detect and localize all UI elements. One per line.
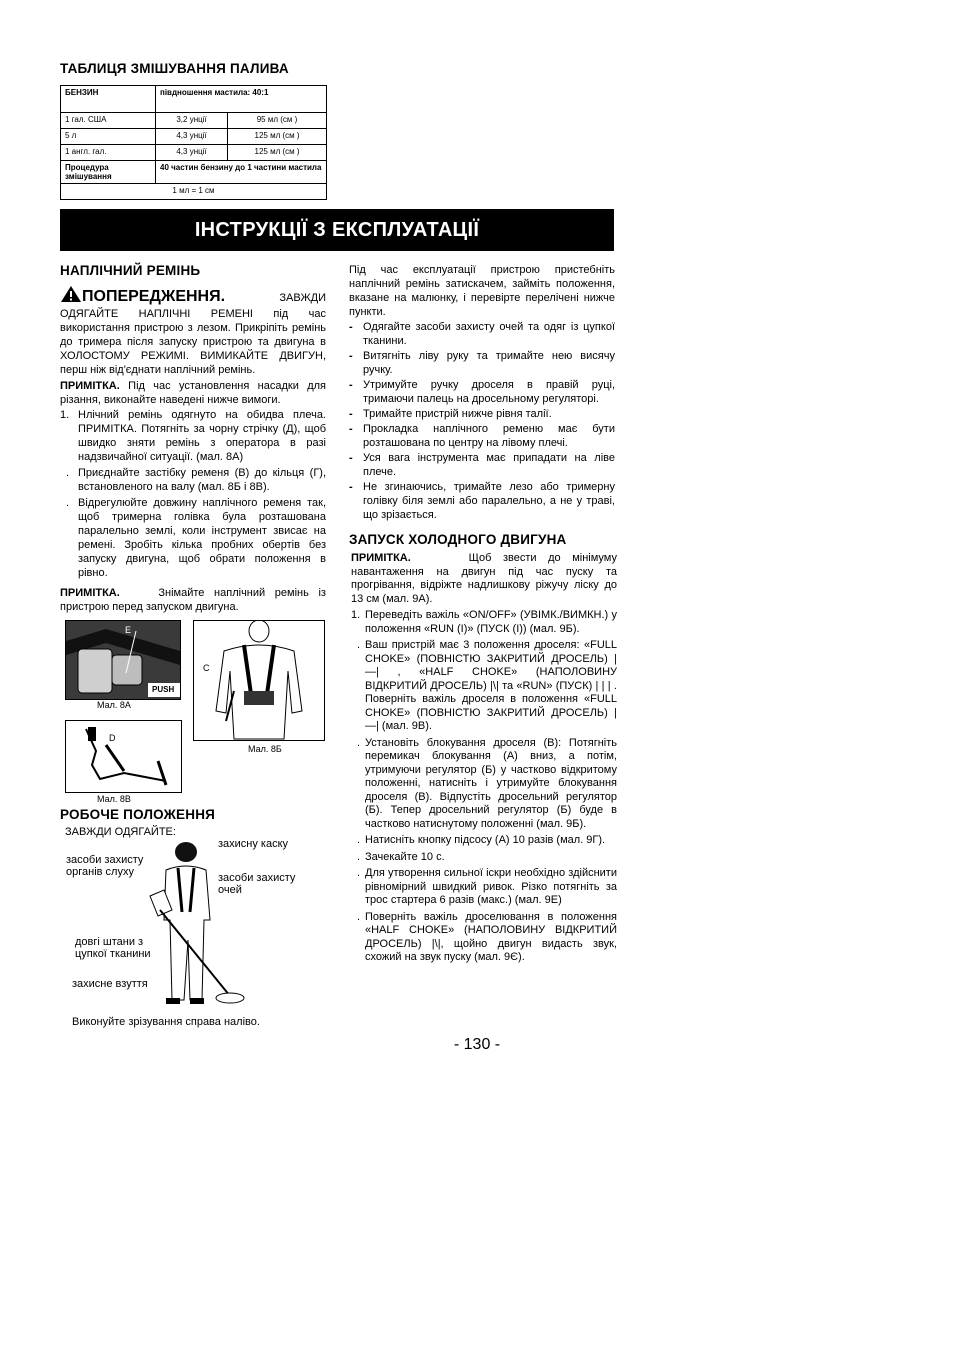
work-position-subtitle: ЗАВЖДИ ОДЯГАЙТЕ: (65, 826, 176, 838)
list-item: - Тримайте пристрій нижче рівня талії. (349, 407, 615, 421)
fig8b-label-c: C (203, 663, 210, 673)
harness-title: НАПЛІЧНИЙ РЕМІНЬ (60, 263, 201, 278)
list-item: . Відрегулюйте довжину наплічного ременя так, щоб тримерна голівка була розташована паралельно землі, коли інструмент звисає на ремені. Зробіть кілька пробних обертів без запуску двигуна, щоб обрати положення в рівно. (66, 497, 326, 579)
fig8b-caption: Мал. 8Б (248, 744, 282, 754)
note-text: Щоб звести до мінімуму навантаження на двигун під час пуску та прогрівання, відріжте надлишкову ріжучу ліску до 13 см (мал. 9А). (351, 552, 617, 605)
cold-start-title: ЗАПУСК ХОЛОДНОГО ДВИГУНА (349, 532, 567, 547)
warning-block (60, 285, 326, 377)
page-number: - 130 - (453, 1036, 501, 1053)
label-helmet: захисну каску (218, 838, 289, 850)
fig8v-label-d: D (109, 733, 116, 743)
figure-8v (65, 720, 182, 793)
table-header-ratio: півдношення мастила: 40:1 (156, 86, 327, 113)
list-item: - Не згинаючись, тримайте лезо або тримерну голівку біля землі або паралельно, а не у траві, що зрізається. (349, 480, 615, 522)
note-remove (60, 586, 326, 614)
list-item: . Для утворення сильної іскри необхідно здійснити рівномірний швидкий ривок. Різко потягніть за трос стартера 6 разів (макс.) (мал. 9Е) (357, 867, 617, 906)
operator-harness-illustration (194, 621, 324, 740)
note-label: ПРИМІТКА. (60, 380, 120, 392)
list-item: - Одягайте засоби захисту очей та одяг із цупкої тканини. (349, 320, 615, 348)
table-proc-label: Процедура змішування (61, 161, 156, 184)
table-row (61, 145, 327, 161)
work-position-title: РОБОЧЕ ПОЛОЖЕННЯ (60, 807, 216, 822)
table-cell: 125 мл (см ) (228, 129, 327, 145)
shaft-ring-illustration (66, 721, 181, 792)
label-ear-protection: засоби захисту органів слуху (66, 854, 144, 878)
table-cell: 1 гал. США (61, 113, 156, 129)
table-proc-value: 40 частин бензину до 1 частини мастила (156, 161, 327, 184)
list-item: - Утримуйте ручку дроселя в правій руці, тримаючи палець на дросельному регуляторі. (349, 378, 615, 406)
list-item: - Прокладка наплічного ременю має бути розташована по центру на лівому плечі. (349, 422, 615, 450)
table-cell: 4,3 унції (156, 129, 228, 145)
table-cell: 3,2 унції (156, 113, 228, 129)
harness-steps (60, 408, 326, 580)
table-cell: 1 англ. гал. (61, 145, 156, 161)
fig8a-label-e: E (125, 625, 132, 635)
list-item: . Зачекайте 10 с. (357, 850, 445, 863)
warning-icon (60, 285, 82, 307)
table-row (61, 129, 327, 145)
label-eye-protection: засоби захисту очей (218, 872, 296, 896)
table-cell: 5 л (61, 129, 156, 145)
cold-start-note (351, 552, 617, 606)
list-item: . Установіть блокування дроселя (В): Потягніть перемикач блокування (А) вниз, а потім, утримуючи регулятор (Б) у частково відкритому положенні, натисніть і утримуйте блокування дроселя (В). Відпустіть дросельний регулятор (Б). Тепер дросельний регулятор (Б) буде в частково натиснутому положенні (мал. 9Б). (357, 736, 617, 830)
fig8a-caption: Мал. 8А (97, 700, 131, 710)
harness-checklist (349, 320, 615, 522)
list-item: 1. Нлічний ремінь одягнуто на обидва плеча. ПРИМІТКА. Потягніть за чорну стрічку (Д), щоб швидко зняти ремінь з оператора в разі надзвичайної ситуації. (мал. 8А) (60, 409, 326, 463)
fuel-mix-table (60, 85, 327, 200)
list-item: . Натисніть кнопку підсосу (А) 10 разів (мал. 9Г). (357, 834, 606, 846)
note-text: Знімайте наплічний ремінь із пристрою перед запуском двигуна. (60, 587, 326, 613)
list-item: - Уся вага інструмента має припадати на ліве плече. (349, 451, 615, 479)
table-header-petrol: БЕНЗИН (61, 86, 156, 113)
table-row (61, 113, 327, 129)
table-cell: 95 мл (см ) (228, 113, 327, 129)
list-item: 1. Переведіть важіль «ON/OFF» (УВІМК./ВИМКН.) у положення «RUN (I)» (ПУСК (I)) (мал. 9Б). (351, 609, 617, 635)
cold-start-steps (351, 609, 617, 965)
note-label: ПРИМІТКА. (351, 552, 411, 564)
note-install (60, 379, 326, 407)
fig8a-push-label: PUSH (152, 685, 175, 694)
note-label: ПРИМІТКА. (60, 587, 120, 599)
label-safety-shoes: захисне взуття (72, 978, 148, 990)
note-text: Під час установлення насадки для різання, виконайте наведені нижче вимоги. (60, 380, 327, 406)
figure-8a (65, 620, 181, 700)
figure-8b (193, 620, 325, 741)
fig8v-caption: Мал. 8В (97, 794, 131, 804)
list-item: . Поверніть важіль дроселювання в положення «HALF CHOKE» (НАПОЛОВИНУ ВІДКРИТИЙ ДРОСЕЛЬ) |\|, щойно двигун видасть звук, схожий на звук пуску (мал. 9Є). (357, 910, 617, 963)
section-banner: ІНСТРУКЦІЇ З ЕКСПЛУАТАЦІЇ (60, 209, 614, 251)
table-cell: 4,3 унції (156, 145, 228, 161)
harness-intro: Під час експлуатації пристрою пристебніть наплічний ремінь затискачем, займіть положення, вказане на малюнку, і перевірте перелічені нижче пункти. (349, 264, 615, 318)
label-long-pants: довгі штани з цупкої тканини (75, 936, 151, 960)
list-item: . Приєднайте застібку ременя (В) до кільця (Г), встановленого на валу (мал. 8Б і 8В). (66, 467, 326, 493)
table-cell: 125 мл (см ) (228, 145, 327, 161)
warning-title: ПОПЕРЕДЖЕННЯ. (82, 288, 226, 305)
warning-text: ЗАВЖДИ ОДЯГАЙТЕ НАПЛІЧНІ РЕМЕНІ під час використання пристрою з лезом. Прикріпіть ремінь до тримера після запуску пристрою та двигуна в ХОЛОСТОМУ РЕЖИМІ. ВИМИКАЙТЕ ДВИГУН, перш ніж від'єднати наплічний ремінь. (60, 292, 326, 376)
list-item: . Ваш пристрій має 3 положення дроселя: «FULL CHOKE» (ПОВНІСТЮ ЗАКРИТИЙ ДРОСЕЛЬ) |—| , «HALF CHOKE» (НАПОЛОВИНУ ВІДКРИТИЙ ДРОСЕЛЬ) |\| та «RUN» (ПУСК) | | | . Поверніть важіль дроселя в положення «FULL CHOKE» (ПОВНІСТЮ ЗАКРИТИЙ ДРОСЕЛЬ) |—| (мал. 9В). (357, 639, 617, 732)
list-item: - Витягніть ліву руку та тримайте нею висячу ручку. (349, 349, 615, 377)
table-footer: 1 мл = 1 см (61, 184, 327, 200)
fuel-table-title: ТАБЛИЦЯ ЗМІШУВАННЯ ПАЛИВА (60, 61, 289, 76)
work-footer-note: Виконуйте зрізування справа наліво. (72, 1016, 260, 1028)
